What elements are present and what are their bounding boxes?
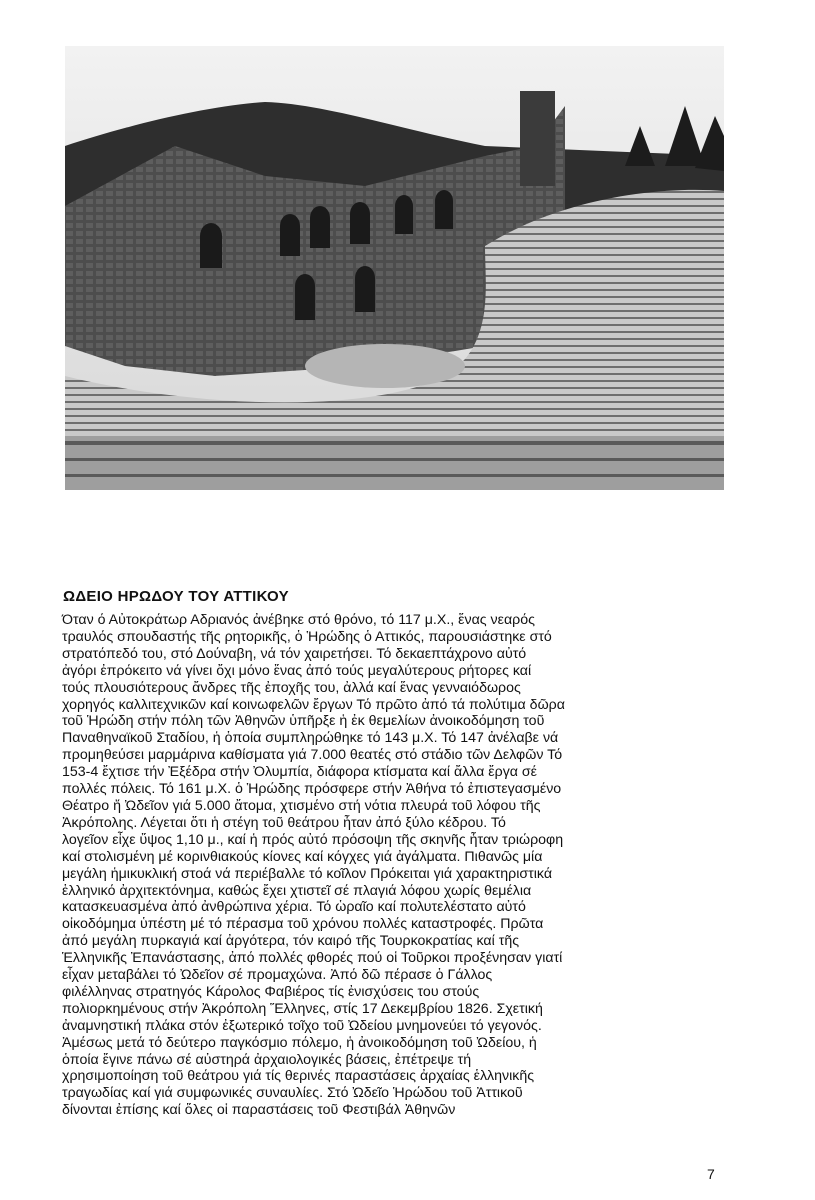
body-line: 153-4 ἔχτισε τήν Ἐξέδρα στήν Ὀλυμπία, διάφορα κτίσματα καί ἄλλα ἔργα σέ xyxy=(62,764,538,781)
odeon-photograph xyxy=(65,46,724,490)
body-line: πολιορκημένους στήν Ἀκρόπολη Ἕλληνες, στίς 17 Δεκεμβρίου 1826. Σχετική xyxy=(62,1000,543,1017)
body-line: Όταν ό Αὐτοκράτωρ Αδριανός ἀνέβηκε στό θρόνο, τό 117 μ.Χ., ἕνας νεαρός xyxy=(62,612,535,628)
body-line: ἀγόρι ἐπρόκειτο νά γίνει ὄχι μόνο ἕνας ἀπό τούς μεγαλύτερους ρήτορες καί xyxy=(62,662,532,679)
body-line: Παναθηναϊκοῦ Σταδίου, ἡ ὁποία συμπληρώθηκε τό 143 μ.Χ. Τό 147 ἀνέλαβε νά xyxy=(62,730,559,747)
body-line: οἰκοδόμημα ὑπέστη μέ τό πέρασμα τοῦ χρόνου πολλές καταστροφές. Πρῶτα xyxy=(62,916,544,933)
body-line: ἀναμνηστική πλάκα στόν ἐξωτερικό τοῖχο τοῦ Ὠδείου μνημονεύει τό γεγονός. xyxy=(62,1017,542,1034)
body-line: τραυλός σπουδαστής τῆς ρητορικῆς, ὁ Ἡρώδης ὁ Αττικός, παρουσιάστηκε στό xyxy=(62,628,552,645)
body-line: Θέατρο ἤ Ὠδεῖον γιά 5.000 ἄτομα, χτισμένο στή νότια πλευρά τοῦ λόφου τῆς xyxy=(62,797,541,814)
body-line: πολλές πόλεις. Τό 161 μ.Χ. ὁ Ἡρώδης πρόσφερε στήν Ἀθήνα τό ἐπιστεγασμένο xyxy=(62,781,562,798)
body-line: Ἑλληνικῆς Ἐπανάστασης, ἀπό πολλές φθορές πού οἱ Τοῦρκοι προξένησαν γιατί xyxy=(62,950,563,967)
body-line: φιλέλληνας στρατηγός Κάρολος Φαβιέρος τίς ἐνισχύσεις του στούς xyxy=(62,983,480,1000)
body-line: ἀπό μεγάλη πυρκαγιά καί ἀργότερα, τόν καιρό τῆς Τουρκοκρατίας καί τῆς xyxy=(62,933,520,950)
body-line: χρησιμοποίηση τοῦ θεάτρου γιά τίς θερινές παραστάσεις ἀρχαίας ἑλληνικῆς xyxy=(62,1068,535,1085)
body-line: τοῦ Ἡρώδη στήν πόλη τῶν Ἀθηνῶν ὑπῆρξε ἡ ἐκ θεμελίων ἀνοικοδόμηση τοῦ xyxy=(62,713,545,730)
body-line: λογεῖον εἶχε ὕψος 1,10 μ., καί ἡ πρός αὐτό πρόσοψη τῆς σκηνῆς ἦταν τριώροφη xyxy=(62,831,564,848)
body-line: καί στολισμένη μέ κορινθιακούς κίονες καί κόγχες γιά ἀγάλματα. Πιθανῶς μία xyxy=(62,848,543,865)
page-number: 7 xyxy=(707,1166,715,1182)
article-body xyxy=(62,612,730,1119)
body-line: στρατόπεδό του, στό Δούναβη, νά τόν χαιρετήσει. Τό δεκαεπτάχρονο αὐτό xyxy=(62,645,527,662)
body-line: δίνονται ἐπίσης καί ὅλες οἱ παραστάσεις τοῦ Φεστιβάλ Ἀθηνῶν xyxy=(62,1102,456,1119)
body-line: τραγωδίας καί γιά συμφωνικές συναυλίες. Στό Ὠδεῖο Ἡρώδου τοῦ Ἀττικοῦ xyxy=(62,1085,523,1102)
body-line: ὁποία ἔγινε πάνω σέ αὐστηρά ἀρχαιολογικές βάσεις, ἐπέτρεψε τή xyxy=(62,1051,472,1068)
body-line: ἑλληνικό ἀρχιτεκτόνημα, καθώς ἔχει χτιστεῖ σέ πλαγιά λόφου χωρίς θεμέλια xyxy=(62,882,532,899)
body-line: Ἀμέσως μετά τό δεύτερο παγκόσμιο πόλεμο, ἡ ἀνοικοδόμηση τοῦ Ὠδείου, ἡ xyxy=(62,1034,537,1051)
body-line: Ἀκρόπολης. Λέγεται ὅτι ἡ στέγη τοῦ θεάτρου ἦταν ἀπό ξύλο κέδρου. Τό xyxy=(62,814,506,831)
body-line: εἶχαν μεταβάλει τό Ὠδεῖον σέ προμαχώνα. Ἀπό δῶ πέρασε ὁ Γάλλος xyxy=(62,967,493,984)
body-line: κατασκευασμένα ἀπό ἀνθρώπινα χέρια. Τό ὡραῖο καί πολυτελέστατο αὐτό xyxy=(62,899,526,916)
body-line: προμηθεύσει μαρμάρινα καθίσματα γιά 7.000 θεατές στό στάδιο τῶν Δελφῶν Τό xyxy=(62,747,563,764)
body-line: τούς πλουσιότερους ἄνδρες τῆς ἐποχῆς του, ἀλλά καί ἕνας γενναιόδωρος xyxy=(62,679,521,696)
body-line: μεγάλη ἡμικυκλική στοά νά περιέβαλλε τό κοῖλον Πρόκειται γιά χαρακτηριστικά xyxy=(62,865,553,882)
article-title: ΩΔΕΙΟ ΗΡΩΔΟΥ ΤΟΥ ΑΤΤΙΚΟΥ xyxy=(63,588,289,605)
body-line: χορηγός καλλιτεχνικῶν καί κοινωφελῶν ἔργων Τό πρῶτο ἀπό τά πολύτιμα δῶρα xyxy=(62,696,565,713)
